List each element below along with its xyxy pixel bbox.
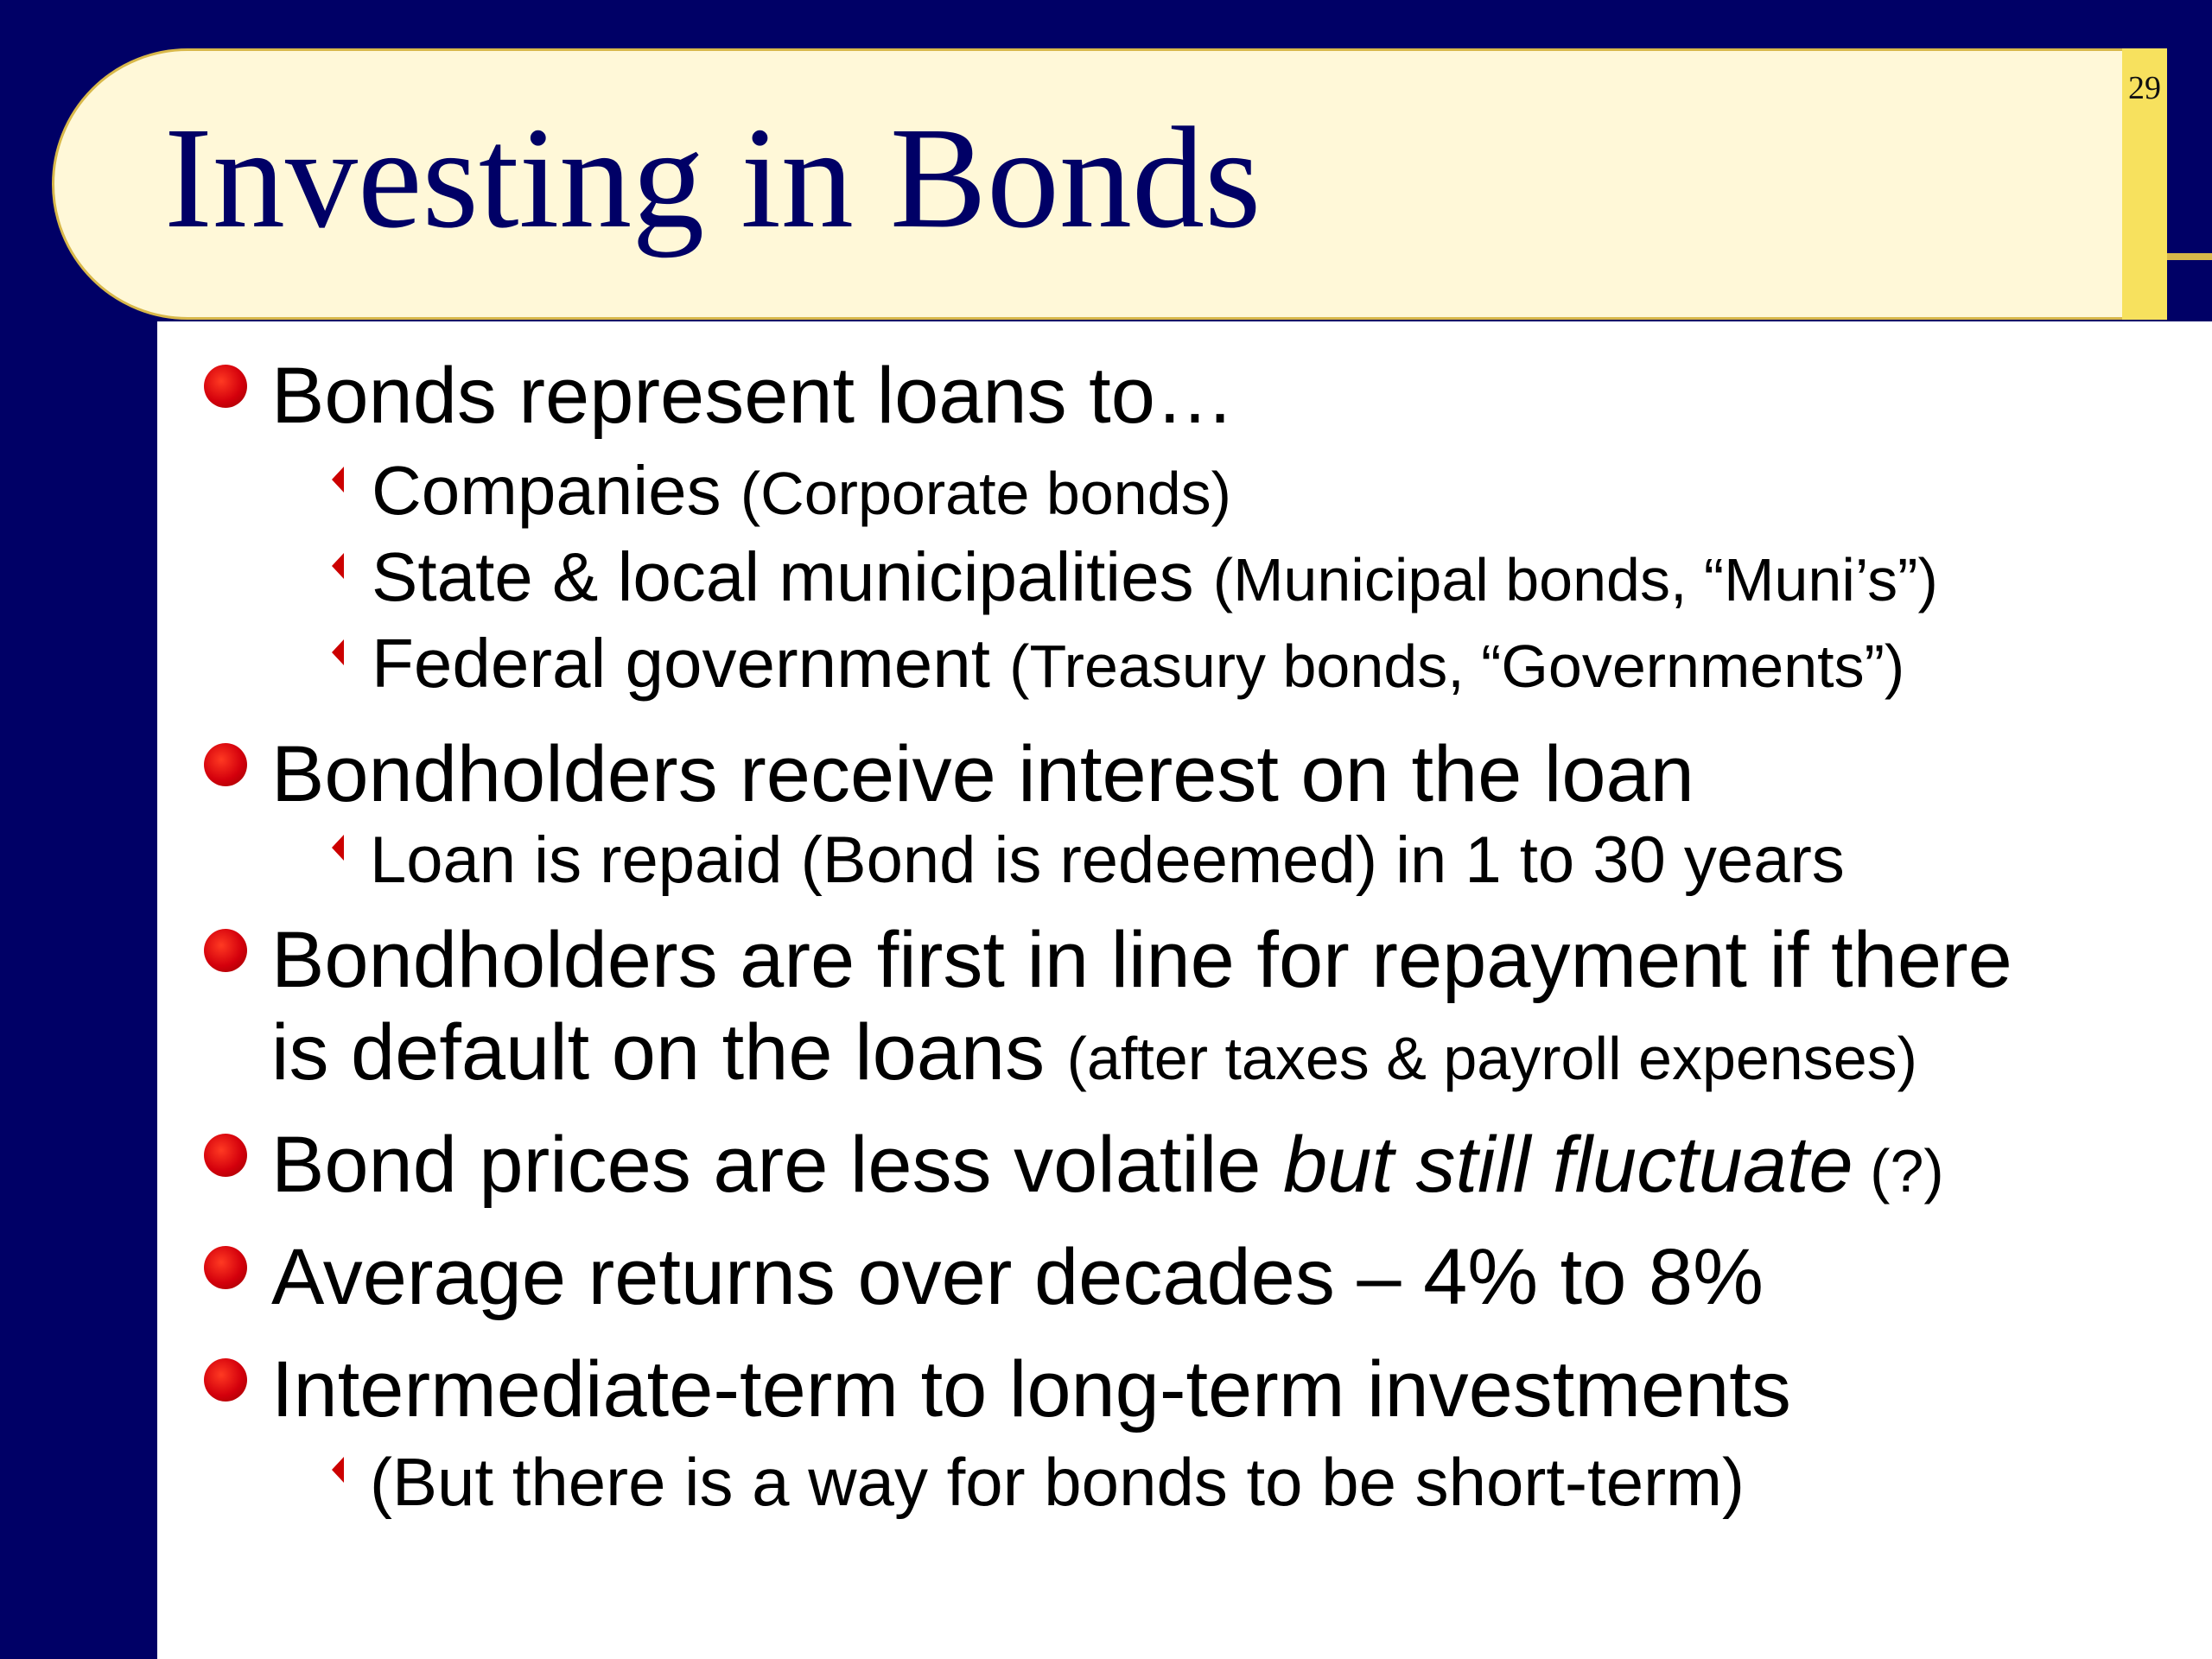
subbullet-repaid: Loan is repaid (Bond is redeemed) in 1 to 30 years	[370, 823, 1845, 897]
subbullet-arrow-icon	[332, 639, 344, 665]
subbullet-short-term: (But there is a way for bonds to be short-term)	[370, 1444, 1745, 1520]
bullet-text-returns: Average returns over decades – 4% to 8%	[271, 1233, 1764, 1321]
subbullet-companies: Companies (Corporate bonds)	[372, 452, 1231, 529]
bullet-text-loans: Bonds represent loans to…	[271, 352, 1235, 440]
bullet-text-default: is default on the loans (after taxes & payroll expenses)	[271, 1008, 1917, 1096]
bullet-text-interest: Bondholders receive interest on the loan	[271, 730, 1694, 818]
gold-divider-line	[2167, 253, 2212, 260]
subbullet-municipalities: State & local municipalities (Municipal bonds, “Muni’s”)	[372, 538, 1938, 615]
bullet-dot-icon	[204, 743, 247, 786]
slide-number: 29	[2128, 70, 2161, 106]
bullet-dot-icon	[204, 1358, 247, 1402]
subbullet-arrow-icon	[332, 835, 344, 861]
bullet-dot-icon	[204, 929, 247, 972]
bullet-text-volatile: Bond prices are less volatile but still fluctuate (?)	[271, 1121, 1944, 1209]
subbullet-arrow-icon	[332, 467, 344, 493]
bullet-dot-icon	[204, 1246, 247, 1289]
subbullet-arrow-icon	[332, 1457, 344, 1483]
bullet-text-term: Intermediate-term to long-term investments	[271, 1345, 1791, 1433]
slide-title: Investing in Bonds	[164, 98, 1262, 258]
bullet-text-first-in-line: Bondholders are first in line for repayment if there	[271, 916, 2012, 1004]
bullet-dot-icon	[204, 365, 247, 408]
bullet-dot-icon	[204, 1134, 247, 1177]
subbullet-arrow-icon	[332, 553, 344, 579]
subbullet-federal: Federal government (Treasury bonds, “Governments”)	[372, 625, 1905, 702]
